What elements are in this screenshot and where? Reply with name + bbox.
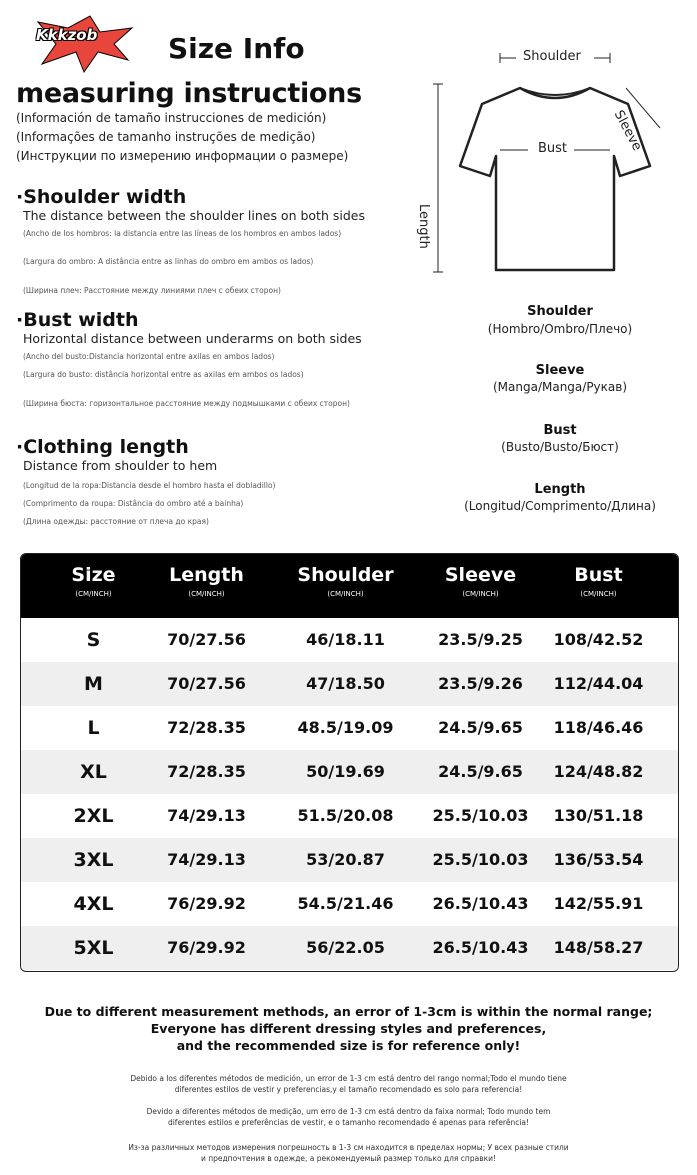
subtitle-line-es: (Información de tamaño instrucciones de medición) xyxy=(16,111,327,125)
cell-bust: 124/48.82 xyxy=(553,762,644,781)
header-length: Length (CM/INCH) xyxy=(169,564,244,598)
diagram-label-bust: Bust xyxy=(538,141,568,156)
legend-bust-title: Bust xyxy=(543,423,577,438)
note-line-2: Everyone has different dressing styles and preferences, xyxy=(150,1021,547,1036)
logo-text: Kkkzob xyxy=(36,26,98,44)
shoulder-note-pt: (Largura do ombro: A distância entre as linhas do ombro em ambos os lados) xyxy=(23,257,314,266)
table-row xyxy=(21,882,678,926)
cell-length: 70/27.56 xyxy=(167,630,246,649)
table-row xyxy=(21,618,678,662)
cell-bust: 108/42.52 xyxy=(553,630,644,649)
header-shoulder: Shoulder (CM/INCH) xyxy=(297,564,394,598)
bust-note-ru: (Ширина бюста: горизонтальное расстояние между подмышками с обеих сторон) xyxy=(23,399,350,408)
cell-sleeve: 26.5/10.43 xyxy=(432,938,529,957)
table-row xyxy=(21,662,678,706)
legend-shoulder-sub: (Hombro/Ombro/Плечо) xyxy=(487,322,633,336)
tshirt-icon xyxy=(428,44,678,284)
length-note-ru: (Длина одежды: расстояние от плеча до края) xyxy=(23,517,209,526)
table-row xyxy=(21,838,678,882)
note-es-1: Debido a los diferentes métodos de medición, un error de 1-3 cm está dentro del rango normal;Todo el mundo tiene xyxy=(130,1074,567,1083)
cell-shoulder: 50/19.69 xyxy=(306,762,385,781)
cell-size: S xyxy=(86,629,101,651)
legend-length-sub: (Longitud/Comprimento/Длина) xyxy=(464,499,656,513)
table-header xyxy=(21,554,678,618)
tshirt-diagram xyxy=(416,44,678,284)
cell-length: 74/29.13 xyxy=(167,850,246,869)
starburst-icon xyxy=(28,14,138,74)
shoulder-section-title: ·Shoulder width xyxy=(16,186,187,208)
legend-bust-sub: (Busto/Busto/Бюст) xyxy=(501,440,619,454)
note-es-2: diferentes estilos de vestir y preferencias,y el tamaño recomendado es solo para referencia! xyxy=(174,1085,523,1094)
subtitle-line-ru: (Инструкции по измерению информации о размере) xyxy=(16,149,349,163)
cell-sleeve: 25.5/10.03 xyxy=(432,850,529,869)
cell-bust: 118/46.46 xyxy=(553,718,644,737)
cell-length: 74/29.13 xyxy=(167,806,246,825)
shoulder-note-ru: (Ширина плеч: Расстояние между линиями плеч с обеих сторон) xyxy=(23,286,281,295)
legend-sleeve-sub: (Manga/Manga/Рукав) xyxy=(492,380,628,394)
cell-length: 76/29.92 xyxy=(167,894,246,913)
diagram-label-sleeve: Sleeve xyxy=(610,108,645,154)
table-row xyxy=(21,926,678,970)
cell-size: 3XL xyxy=(73,849,114,871)
cell-length: 70/27.56 xyxy=(167,674,246,693)
measuring-title: measuring instructions xyxy=(16,78,362,109)
cell-shoulder: 53/20.87 xyxy=(306,850,385,869)
cell-sleeve: 24.5/9.65 xyxy=(438,718,523,737)
cell-bust: 148/58.27 xyxy=(553,938,644,957)
shoulder-note-es: (Ancho de los hombros: la distancia entre las líneas de los hombros en ambos lados) xyxy=(23,229,342,238)
subtitle-line-pt: (Informações de tamanho instruções de medição) xyxy=(16,130,316,144)
note-ru-1: Из-за различных методов измерения погрешность в 1-3 см находится в пределах нормы; У всех разные стили xyxy=(128,1143,569,1152)
cell-size: L xyxy=(87,717,100,739)
cell-size: XL xyxy=(80,761,107,783)
cell-length: 76/29.92 xyxy=(167,938,246,957)
note-pt-1: Devido a diferentes métodos de medição, um erro de 1-3 cm está dentro da faixa normal; Todo mundo tem xyxy=(146,1107,551,1116)
note-pt-2: diferentes estilos e preferências de vestir, e o tamanho recomendado é apenas para referência! xyxy=(167,1118,530,1127)
bust-section-title: ·Bust width xyxy=(16,309,139,331)
cell-shoulder: 56/22.05 xyxy=(306,938,385,957)
note-line-3: and the recommended size is for reference only! xyxy=(176,1038,521,1053)
table-row xyxy=(21,706,678,750)
size-table xyxy=(20,553,679,972)
note-line-1: Due to different measurement methods, an error of 1-3cm is within the normal range; xyxy=(44,1004,653,1019)
bust-note-es: (Ancho del busto:Distancia horizontal entre axilas en ambos lados) xyxy=(23,352,275,361)
header-sleeve: Sleeve (CM/INCH) xyxy=(444,564,517,598)
cell-shoulder: 47/18.50 xyxy=(306,674,385,693)
length-section-title: ·Clothing length xyxy=(16,436,189,458)
shoulder-section-desc: The distance between the shoulder lines on both sides xyxy=(23,208,365,223)
bust-note-pt: (Largura do busto: distância horizontal entre as axilas em ambos os lados) xyxy=(23,370,304,379)
cell-sleeve: 25.5/10.03 xyxy=(432,806,529,825)
cell-sleeve: 26.5/10.43 xyxy=(432,894,529,913)
cell-sleeve: 23.5/9.25 xyxy=(438,630,523,649)
cell-sleeve: 24.5/9.65 xyxy=(438,762,523,781)
legend-shoulder-title: Shoulder xyxy=(527,304,593,319)
length-note-es: (Longitud de la ropa:Distancia desde el hombro hasta el dobladillo) xyxy=(23,481,276,490)
header-size: Size (CM/INCH) xyxy=(71,564,116,598)
brand-logo xyxy=(28,14,138,74)
cell-length: 72/28.35 xyxy=(167,762,246,781)
cell-bust: 112/44.04 xyxy=(553,674,644,693)
length-section-desc: Distance from shoulder to hem xyxy=(23,458,218,473)
legend-length-title: Length xyxy=(534,482,586,497)
legend-sleeve-title: Sleeve xyxy=(535,363,585,378)
length-note-pt: (Comprimento da roupa: Distância do ombro até a bainha) xyxy=(23,499,244,508)
table-row xyxy=(21,750,678,794)
cell-bust: 142/55.91 xyxy=(553,894,644,913)
cell-length: 72/28.35 xyxy=(167,718,246,737)
cell-shoulder: 54.5/21.46 xyxy=(297,894,394,913)
cell-size: 5XL xyxy=(73,937,114,959)
table-row xyxy=(21,794,678,838)
cell-bust: 130/51.18 xyxy=(553,806,644,825)
cell-shoulder: 51.5/20.08 xyxy=(297,806,394,825)
diagram-label-shoulder: Shoulder xyxy=(523,49,581,64)
cell-sleeve: 23.5/9.26 xyxy=(438,674,523,693)
cell-size: 2XL xyxy=(73,805,114,827)
note-ru-2: и предпочтения в одежде, а рекомендуемый размер только для справки! xyxy=(200,1154,497,1163)
cell-shoulder: 48.5/19.09 xyxy=(297,718,394,737)
cell-bust: 136/53.54 xyxy=(553,850,644,869)
diagram-label-length: Length xyxy=(416,204,431,249)
header-bust: Bust (CM/INCH) xyxy=(574,564,623,598)
bust-section-desc: Horizontal distance between underarms on both sides xyxy=(23,331,362,346)
cell-size: M xyxy=(84,673,103,695)
page-title: Size Info xyxy=(168,32,305,65)
cell-shoulder: 46/18.11 xyxy=(306,630,385,649)
cell-size: 4XL xyxy=(73,893,114,915)
